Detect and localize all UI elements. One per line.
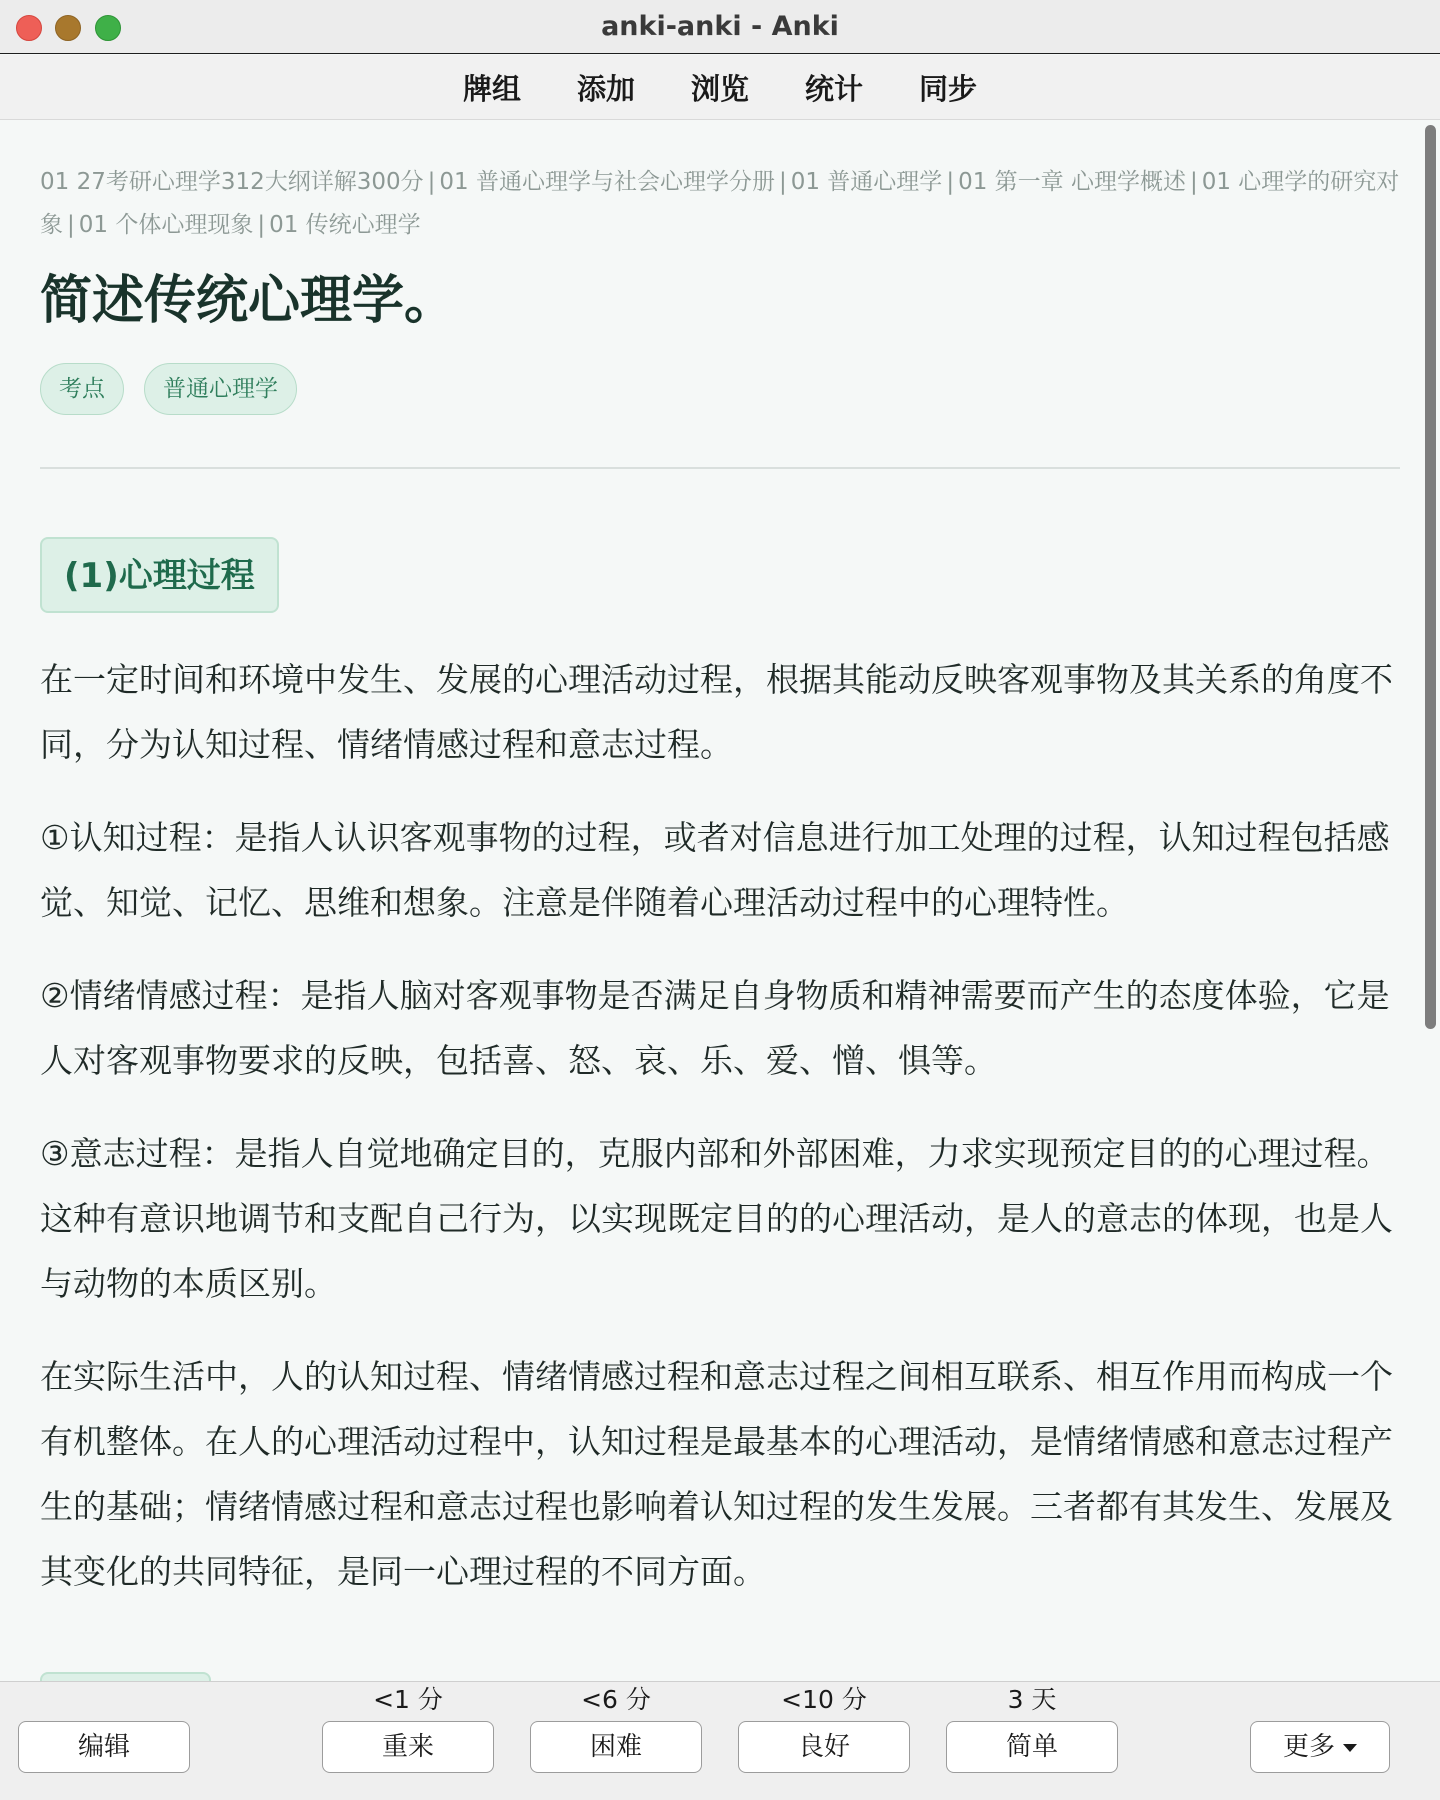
answer-paragraph: ③意志过程：是指人自觉地确定目的，克服内部和外部困难，力求实现预定目的的心理过程。这种有意识地调节和支配自己行为，以实现既定目的的心理活动，是人的意志的体现，也是人与动物的本质区别。: [40, 1134, 1393, 1303]
breadcrumb-separator: |: [257, 212, 266, 238]
scrollbar-thumb[interactable]: [1425, 125, 1436, 1029]
answer-paragraph: 在一定时间和环境中发生、发展的心理活动过程，根据其能动反映客观事物及其关系的角度不同，分为认知过程、情绪情感过程和意志过程。: [40, 660, 1393, 764]
breadcrumb-separator: |: [427, 169, 436, 195]
breadcrumb-item: 01 心理学的研究对象: [40, 169, 1400, 238]
window-titlebar: [0, 0, 1440, 54]
card-question-title: 简述传统心理学。: [40, 271, 457, 331]
answer-paragraph: ①认知过程：是指人认识客观事物的过程，或者对信息进行加工处理的过程，认知过程包括感觉、知觉、记忆、思维和想象。注意是伴随着心理活动过程中的心理特性。: [40, 818, 1390, 922]
breadcrumb-separator: |: [1189, 169, 1198, 195]
tag-chip: 考点: [40, 363, 124, 415]
breadcrumb-item: 01 传统心理学: [269, 212, 421, 238]
more-button[interactable]: [1250, 1721, 1390, 1773]
section-heading: (1)心理过程: [40, 537, 279, 613]
breadcrumb-item: 01 27考研心理学312大纲详解300分: [40, 169, 424, 195]
tag-list: [40, 363, 1400, 415]
more-button-label: 更多: [1282, 1732, 1335, 1762]
answer-bar: [0, 1681, 1440, 1800]
answer-paragraph: ②情绪情感过程：是指人脑对客观事物是否满足自身物质和精神需要而产生的态度体验，它是人对客观事物要求的反映，包括喜、怒、哀、乐、爱、憎、惧等。: [40, 976, 1390, 1080]
breadcrumb-separator: |: [67, 212, 75, 238]
nav-stats[interactable]: 统计: [805, 71, 864, 106]
answer-paragraph: 在实际生活中，人的认知过程、情绪情感过程和意志过程之间相互联系、相互作用而构成一个有机整体。在人的心理活动过程中，认知过程是最基本的心理活动，是情绪情感和意志过程产生的基础；情绪情感过程和意志过程也影响着认知过程的发生发展。三者都有其发生、发展及其变化的共同特征，是同一心理过程的不同方面。: [40, 1357, 1393, 1591]
nav-add[interactable]: 添加: [576, 71, 635, 106]
interval-label-hard: <6 分: [581, 1685, 651, 1714]
again-button[interactable]: 重来: [322, 1721, 494, 1773]
interval-label-good: <10 分: [781, 1685, 867, 1714]
breadcrumb-item: 01 个体心理现象: [78, 212, 254, 238]
card-view: [0, 121, 1422, 1681]
window-title: anki-anki - Anki: [601, 11, 839, 42]
interval-label-easy: 3 天: [1007, 1685, 1057, 1714]
breadcrumb-item: 01 普通心理学与社会心理学分册: [439, 169, 775, 195]
breadcrumb-separator: |: [946, 169, 955, 195]
divider: [40, 467, 1400, 469]
vertical-scrollbar[interactable]: [1421, 121, 1440, 1681]
breadcrumb-item: 01 普通心理学: [790, 169, 943, 195]
nav-browse[interactable]: 浏览: [690, 71, 749, 106]
tag-chip: 普通心理学: [144, 363, 297, 415]
breadcrumb-separator: |: [778, 169, 787, 195]
deck-breadcrumb: [40, 161, 1400, 247]
easy-button[interactable]: 简单: [946, 1721, 1118, 1773]
caret-down-icon: [1343, 1744, 1357, 1752]
hard-button[interactable]: 困难: [530, 1721, 702, 1773]
good-button[interactable]: 良好: [738, 1721, 910, 1773]
nav-sync[interactable]: 同步: [919, 71, 978, 106]
breadcrumb-item: 01 第一章 心理学概述: [958, 169, 1186, 195]
nav-decks[interactable]: 牌组: [462, 71, 521, 106]
top-toolbar: [0, 55, 1440, 120]
edit-button[interactable]: 编辑: [18, 1721, 190, 1773]
interval-label-again: <1 分: [373, 1685, 443, 1714]
